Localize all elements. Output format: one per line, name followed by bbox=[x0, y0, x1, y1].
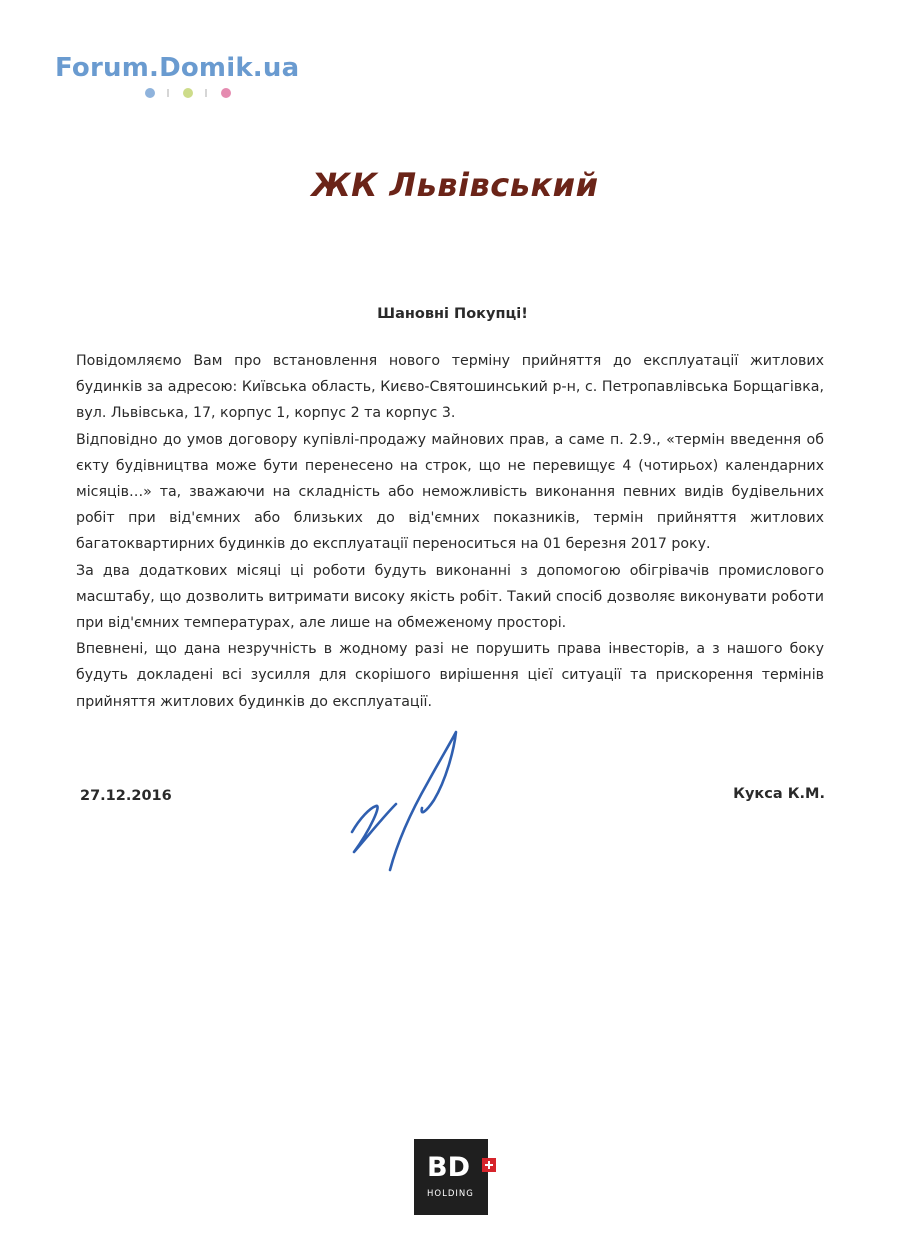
paragraph: Повідомляємо Вам про встановлення нового терміну прийняття до експлуатації житлових будинків за адресою: Київська область, Києво-Святошинський р-н, с. Петропавлівська Борщагівка, вул. Львівська, 17, корпус 1, корпус 2 та корпус 3. bbox=[76, 353, 824, 422]
watermark-divider bbox=[205, 89, 207, 97]
letter-date: 27.12.2016 bbox=[80, 788, 172, 804]
salutation: Шановні Покупці! bbox=[377, 306, 528, 322]
logo-sub-text: HOLDING bbox=[427, 1189, 474, 1199]
watermark-text: Forum.Domik.ua bbox=[55, 53, 300, 83]
watermark-dot-pink bbox=[221, 88, 231, 98]
forum-watermark bbox=[55, 52, 335, 102]
letter-body bbox=[76, 348, 824, 715]
paragraph: Відповідно до умов договору купівлі-продажу майнових прав, а саме п. 2.9., «термін введення об єкту будівництва може бути перенесено на строк, що не перевищує 4 (чотирьох) календарних місяців…» та, зважаючи на складність або неможливість виконання певних видів будівельних робіт при від'ємних або близьких до від'ємних показників, термін прийняття житлових багатоквартирних будинків до експлуатації переноситься на 01 березня 2017 року. bbox=[76, 431, 824, 553]
watermark-dots bbox=[145, 88, 245, 100]
logo-main-text: BD bbox=[427, 1152, 470, 1183]
signer-name: Кукса К.М. bbox=[733, 786, 825, 802]
plus-icon bbox=[482, 1158, 496, 1172]
bd-holding-logo bbox=[414, 1139, 488, 1215]
paragraph: Впевнені, що дана незручність в жодному разі не порушить права інвесторів, а з нашого боку будуть докладені всі зусилля для скорішого вирішення цієї ситуації та прискорення термінів прийняття житлових будинків до експлуатації. bbox=[76, 641, 824, 710]
watermark-divider bbox=[167, 89, 169, 97]
paragraph: За два додаткових місяці ці роботи будуть виконанні з допомогою обігрівачів промислового масштабу, що дозволить витримати високу якість робіт. Такий спосіб дозволяє виконувати роботи при від'ємних температурах, але лише на обмеженому просторі. bbox=[76, 562, 824, 632]
handwritten-signature bbox=[340, 720, 470, 880]
brand-logo-text: ЖК Львівський bbox=[311, 166, 599, 204]
watermark-dot-green bbox=[183, 88, 193, 98]
watermark-dot-blue bbox=[145, 88, 155, 98]
